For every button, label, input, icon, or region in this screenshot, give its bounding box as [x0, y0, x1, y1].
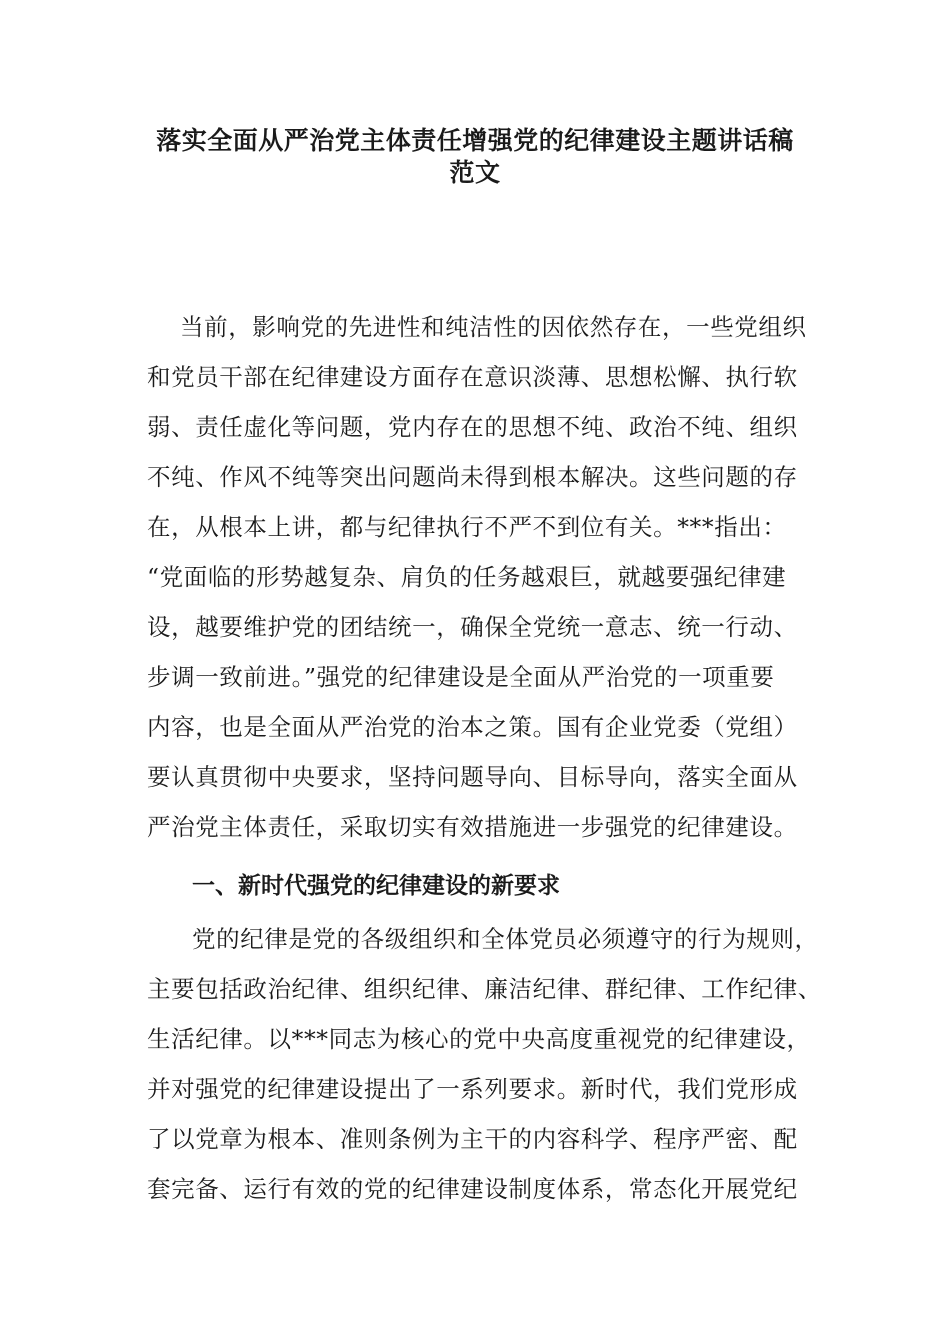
intro-line: “党面临的形势越复杂、肩负的任务越艰巨，就越要强纪律建 [147, 563, 787, 591]
intro-line: 设，越要维护党的团结统一，确保全党统一意志、统一行动、 [147, 613, 798, 641]
document-title-line-1: 落实全面从严治党主体责任增强党的纪律建设主题讲话稿 [156, 126, 794, 155]
intro-line: 当前，影响党的先进性和纯洁性的因依然存在，一些党组织 [180, 313, 807, 341]
section-line: 生活纪律。以***同志为核心的党中央高度重视党的纪律建设， [147, 1025, 811, 1053]
intro-line: 要认真贯彻中央要求，坚持问题导向、目标导向，落实全面从 [147, 763, 798, 791]
section-line: 套完备、运行有效的党的纪律建设制度体系，常态化开展党纪 [147, 1175, 798, 1203]
intro-line: 内容，也是全面从严治党的治本之策。国有企业党委（党组） [147, 713, 798, 741]
section-heading: 一、新时代强党的纪律建设的新要求 [192, 873, 560, 899]
intro-line: 步调一致前进。”强党的纪律建设是全面从严治党的一项重要 [147, 663, 775, 691]
section-line: 党的纪律是党的各级组织和全体党员必须遵守的行为规则， [192, 925, 819, 953]
document-title-line-2: 范文 [449, 158, 501, 187]
section-line: 并对强党的纪律建设提出了一系列要求。新时代，我们党形成 [147, 1075, 798, 1103]
intro-line: 不纯、作风不纯等突出问题尚未得到根本解决。这些问题的存 [147, 463, 798, 491]
section-line: 主要包括政治纪律、组织纪律、廉洁纪律、群纪律、工作纪律、 [147, 975, 822, 1003]
section-line: 了以党章为根本、准则条例为主干的内容科学、程序严密、配 [147, 1125, 798, 1153]
intro-line: 严治党主体责任，采取切实有效措施进一步强党的纪律建设。 [147, 813, 798, 841]
intro-line: 弱、责任虚化等问题，党内存在的思想不纯、政治不纯、组织 [147, 413, 798, 441]
intro-line: 和党员干部在纪律建设方面存在意识淡薄、思想松懈、执行软 [147, 363, 798, 391]
intro-line: 在，从根本上讲，都与纪律执行不严不到位有关。***指出： [147, 513, 787, 541]
